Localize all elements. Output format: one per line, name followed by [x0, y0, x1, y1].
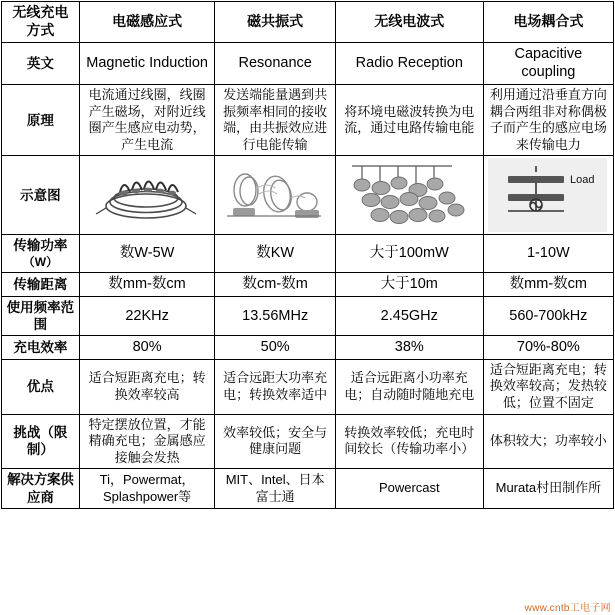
- row-label-power-main: 传输功率: [13, 238, 68, 254]
- cell-principle-resonance: 发送端能量遇到共振频率相同的接收端，由共振效应进行电能传输: [215, 84, 335, 156]
- cell-principle-radio: 将环境电磁波转换为电流，通过电路传输电能: [335, 84, 483, 156]
- cell-efficiency-radio: 38%: [335, 336, 483, 360]
- cell-principle-capacitive: 利用通过沿垂直方向耦合两组非对称偶极子而产生的感应电场来传输电力: [483, 84, 613, 156]
- table-row: [2, 84, 614, 156]
- comparison-table-page: [0, 1, 615, 615]
- row-label-diagram: 示意图: [2, 156, 80, 235]
- header-cell-method: 无线充电方式: [2, 2, 80, 43]
- resonance-coils-illustration: [219, 158, 330, 232]
- diagram-resonance: [215, 156, 335, 235]
- table-row: [2, 42, 614, 84]
- header-cell-resonance: 磁共振式: [215, 2, 335, 43]
- header-cell-radio: 无线电波式: [335, 2, 483, 43]
- cell-distance-resonance: 数cm-数m: [215, 273, 335, 297]
- capacitive-coupling-illustration: [488, 158, 609, 232]
- cell-frequency-inductive: 22KHz: [79, 296, 215, 336]
- cell-frequency-capacitive: 560-700kHz: [483, 296, 613, 336]
- cell-advantages-capacitive: 适合短距离充电；转换效率较高；发热较低；位置不固定: [483, 359, 613, 414]
- wireless-charging-comparison-table: [1, 1, 614, 509]
- cell-distance-inductive: 数mm-数cm: [79, 273, 215, 297]
- cell-advantages-resonance: 适合远距大功率充电；转换效率适中: [215, 359, 335, 414]
- cell-power-resonance: 数KW: [215, 235, 335, 273]
- table-row: [2, 235, 614, 273]
- table-row: [2, 273, 614, 297]
- radio-antenna-array-illustration: [340, 158, 479, 232]
- header-cell-capacitive: 电场耦合式: [483, 2, 613, 43]
- table-row-diagrams: [2, 156, 614, 235]
- cell-efficiency-capacitive: 70%-80%: [483, 336, 613, 360]
- cell-vendors-resonance: MIT、Intel、日本富士通: [215, 469, 335, 509]
- diagram-capacitive: [483, 156, 613, 235]
- site-watermark: www.cntb工电子网: [524, 603, 611, 614]
- cell-distance-radio: 大于10m: [335, 273, 483, 297]
- header-cell-inductive: 电磁感应式: [79, 2, 215, 43]
- row-label-vendors: 解决方案供应商: [2, 469, 80, 509]
- cell-advantages-radio: 适合远距离小功率充电；自动随时随地充电: [335, 359, 483, 414]
- diagram-label-load: Load: [569, 174, 595, 187]
- inductive-coil-illustration: [84, 158, 211, 232]
- table-row: [2, 296, 614, 336]
- row-label-distance: 传输距离: [2, 273, 80, 297]
- cell-principle-inductive: 电流通过线圈，线圈产生磁场，对附近线圈产生感应电动势，产生电流: [79, 84, 215, 156]
- cell-challenges-resonance: 效率较低；安全与健康问题: [215, 414, 335, 469]
- cell-english-capacitive: Capacitive coupling: [483, 42, 613, 84]
- table-row: [2, 359, 614, 414]
- cell-distance-capacitive: 数mm-数cm: [483, 273, 613, 297]
- row-label-power-unit: （W）: [22, 254, 59, 269]
- row-label-frequency: 使用频率范围: [2, 296, 80, 336]
- table-row: [2, 469, 614, 509]
- cell-vendors-capacitive: Murata村田制作所: [483, 469, 613, 509]
- diagram-inductive: [79, 156, 215, 235]
- table-row: [2, 336, 614, 360]
- table-row: [2, 414, 614, 469]
- cell-vendors-radio: Powercast: [335, 469, 483, 509]
- row-label-advantages: 优点: [2, 359, 80, 414]
- cell-english-inductive: Magnetic Induction: [79, 42, 215, 84]
- cell-efficiency-inductive: 80%: [79, 336, 215, 360]
- cell-challenges-capacitive: 体积较大；功率较小: [483, 414, 613, 469]
- row-label-power: [2, 235, 80, 273]
- cell-frequency-radio: 2.45GHz: [335, 296, 483, 336]
- cell-power-inductive: 数W-5W: [79, 235, 215, 273]
- cell-challenges-radio: 转换效率较低；充电时间较长（传输功率小）: [335, 414, 483, 469]
- cell-advantages-inductive: 适合短距离充电；转换效率较高: [79, 359, 215, 414]
- cell-english-resonance: Resonance: [215, 42, 335, 84]
- row-label-english: 英文: [2, 42, 80, 84]
- cell-power-radio: 大于100mW: [335, 235, 483, 273]
- row-label-principle: 原理: [2, 84, 80, 156]
- cell-frequency-resonance: 13.56MHz: [215, 296, 335, 336]
- row-label-challenges: 挑战（限制）: [2, 414, 80, 469]
- cell-power-capacitive: 1-10W: [483, 235, 613, 273]
- diagram-radio: [335, 156, 483, 235]
- cell-efficiency-resonance: 50%: [215, 336, 335, 360]
- cell-challenges-inductive: 特定摆放位置，才能精确充电；金属感应接触会发热: [79, 414, 215, 469]
- cell-vendors-inductive: Ti，Powermat，Splashpower等: [79, 469, 215, 509]
- row-label-efficiency: 充电效率: [2, 336, 80, 360]
- cell-english-radio: Radio Reception: [335, 42, 483, 84]
- table-header-row: [2, 2, 614, 43]
